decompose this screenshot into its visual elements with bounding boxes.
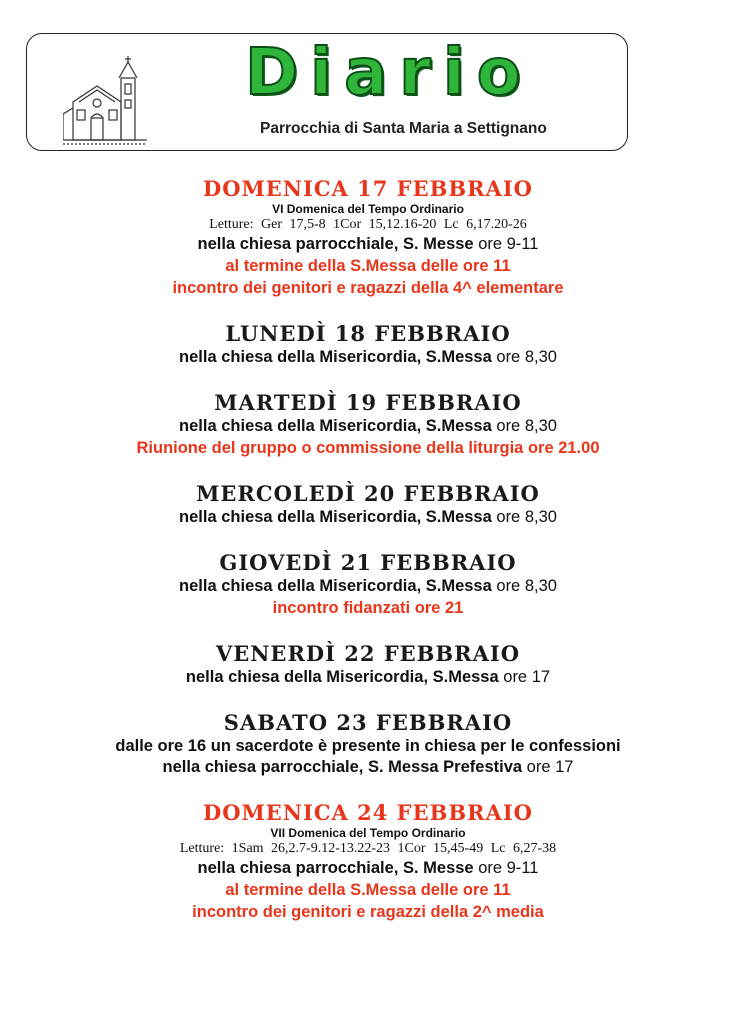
mass-line: nella chiesa della Misericordia, S.Messa ore 8,30 [179,508,557,526]
day-section [0,321,736,368]
confession-line: dalle ore 16 un sacerdote è presente in chiesa per le confessioni [115,737,621,755]
day-title: DOMENICA 17 FEBBRAIO [203,176,533,201]
header-box [26,33,628,151]
day-title: VENERDÌ 22 FEBBRAIO [215,641,521,666]
day-section [0,390,736,459]
day-section [0,641,736,688]
church-icon [63,56,147,148]
day-title: GIOVEDÌ 21 FEBBRAIO [219,550,517,575]
mass-line: nella chiesa parrocchiale, S. Messe ore 9-11 [197,235,539,253]
notice-line: al termine della S.Messa delle ore 11 [225,881,511,899]
day-section [0,481,736,528]
mass-line: nella chiesa della Misericordia, S.Messa ore 8,30 [179,417,557,435]
parish-subtitle: Parrocchia di Santa Maria a Settignano [260,120,547,137]
notice-line: al termine della S.Messa delle ore 11 [225,257,511,275]
day-section [0,176,736,299]
readings: Letture: 1Sam 26,2.7-9.12-13.22-23 1Cor 15,45-49 Lc 6,27-38 [179,841,557,856]
mass-line: nella chiesa parrocchiale, S. Messa Prefestiva ore 17 [162,758,574,776]
day-title: DOMENICA 24 FEBBRAIO [203,800,533,825]
day-title: MERCOLEDÌ 20 FEBBRAIO [196,481,540,506]
notice-line: incontro dei genitori e ragazzi della 2^ media [192,903,544,921]
diario-logo: Diario [245,36,533,110]
day-section [0,800,736,923]
day-section [0,550,736,619]
schedule [0,176,736,923]
mass-line: nella chiesa parrocchiale, S. Messe ore 9-11 [197,859,539,877]
mass-line: nella chiesa della Misericordia, S.Messa ore 8,30 [179,577,557,595]
liturgical-sunday: VII Domenica del Tempo Ordinario [270,826,466,840]
day-section [0,710,736,778]
mass-line: nella chiesa della Misericordia, S.Messa ore 8,30 [179,348,557,366]
notice-line: Riunione del gruppo o commissione della liturgia ore 21.00 [136,439,600,457]
day-title: LUNEDÌ 18 FEBBRAIO [225,321,511,346]
notice-line: incontro fidanzati ore 21 [272,599,464,617]
liturgical-sunday: VI Domenica del Tempo Ordinario [272,202,464,216]
day-title: SABATO 23 FEBBRAIO [223,710,513,735]
mass-line: nella chiesa della Misericordia, S.Messa ore 17 [185,668,551,686]
day-title: MARTEDÌ 19 FEBBRAIO [214,390,522,415]
notice-line: incontro dei genitori e ragazzi della 4^ elementare [172,279,564,297]
readings: Letture: Ger 17,5-8 1Cor 15,12.16-20 Lc 6,17.20-26 [209,217,527,232]
